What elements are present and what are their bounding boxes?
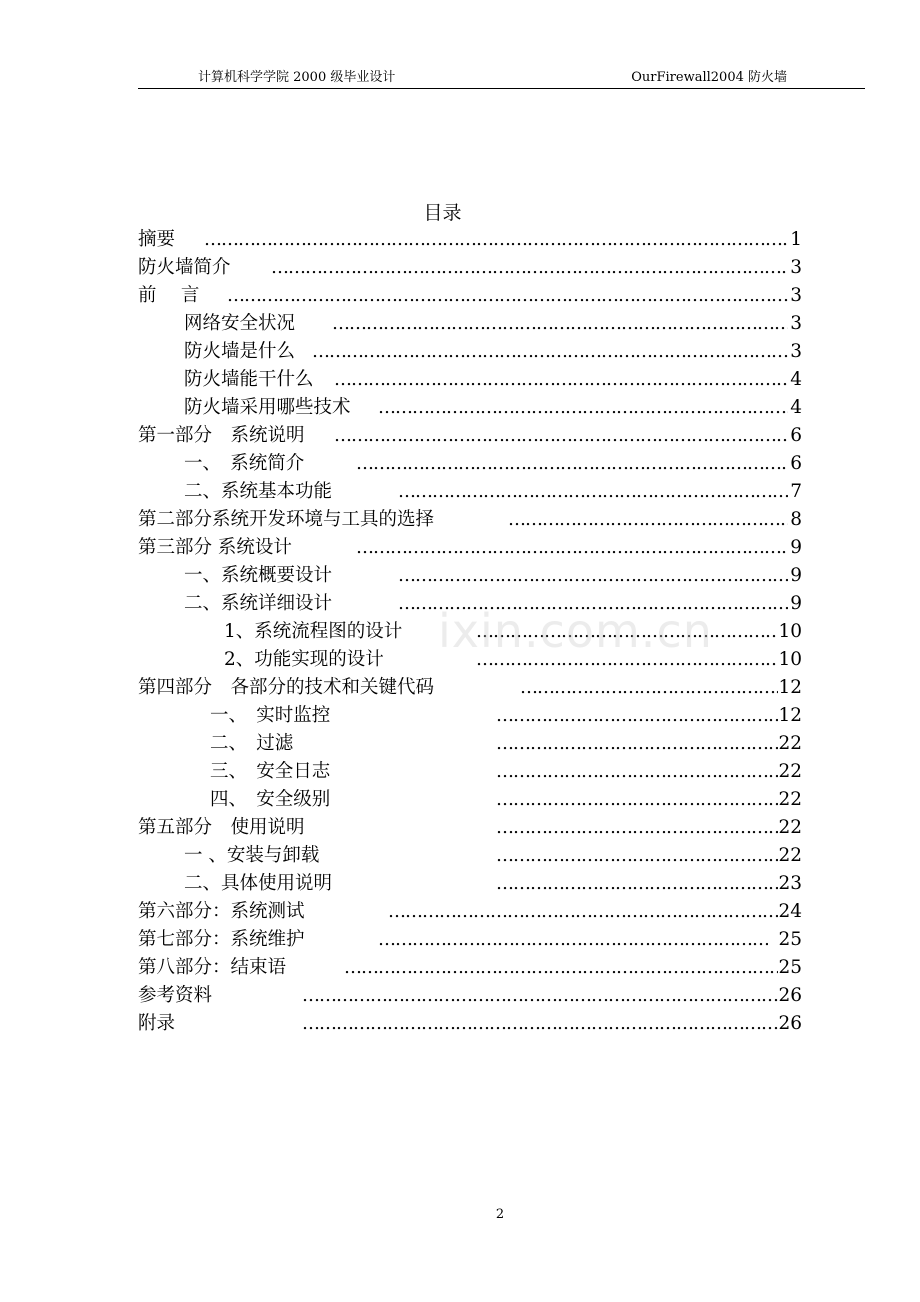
toc-entry-page: 9 [790, 565, 802, 586]
toc-entry-part-one[interactable] [138, 422, 802, 450]
toc-entry-realtime-monitoring[interactable] [138, 702, 802, 730]
toc-entry-label: 三、 安全日志 [210, 761, 331, 782]
toc-leader-dots [398, 478, 788, 506]
toc-entry-part-four[interactable] [138, 674, 802, 702]
toc-entry-system-summary[interactable] [138, 450, 802, 478]
toc-leader-dots [496, 758, 778, 786]
toc-entry-overview-design[interactable] [138, 562, 802, 590]
toc-entry-page: 22 [778, 845, 802, 866]
toc-leader-dots [398, 562, 788, 590]
toc-entry-page: 3 [790, 313, 802, 334]
toc-entry-label: 第二部分系统开发环境与工具的选择 [138, 509, 435, 530]
toc-entry-label: 二、系统详细设计 [184, 593, 333, 614]
toc-entry-references[interactable] [138, 982, 802, 1010]
toc-entry-part-six[interactable] [138, 898, 802, 926]
header-left-text: 计算机科学学院 2000 级毕业设计 [198, 70, 396, 85]
toc-leader-dots [312, 338, 788, 366]
toc-entry-page: 25 [778, 957, 802, 978]
toc-leader-dots [388, 898, 778, 926]
toc-entry-label: 第四部分 各部分的技术和关键代码 [138, 677, 435, 698]
toc-entry-basic-functions[interactable] [138, 478, 802, 506]
toc-entry-label: 防火墙简介 [138, 257, 231, 278]
toc-entry-page: 4 [790, 369, 802, 390]
toc-leader-dots [332, 310, 788, 338]
toc-entry-label: 四、 安全级别 [210, 789, 331, 810]
toc-entry-part-eight[interactable] [138, 954, 802, 982]
toc-entry-label: 第五部分 使用说明 [138, 817, 305, 838]
toc-entry-page: 3 [790, 257, 802, 278]
toc-entry-label: 网络安全状况 [184, 313, 296, 334]
toc-entry-page: 22 [778, 733, 802, 754]
toc-entry-part-two[interactable] [138, 506, 802, 534]
toc-entry-abstract[interactable] [138, 226, 802, 254]
toc-entry-page: 12 [778, 705, 802, 726]
toc-leader-dots [356, 450, 788, 478]
toc-entry-part-five[interactable] [138, 814, 802, 842]
toc-entry-network-security[interactable] [138, 310, 802, 338]
toc-leader-dots [227, 282, 788, 310]
header-right-text: OurFirewall2004 防火墙 [631, 70, 787, 85]
toc-entry-label: 防火墙是什么 [184, 341, 296, 362]
toc-entry-page: 12 [778, 677, 802, 698]
toc-entry-page: 22 [778, 817, 802, 838]
toc-entry-page: 4 [790, 397, 802, 418]
toc-entry-page: 7 [790, 481, 802, 502]
toc-entry-label: 二、具体使用说明 [184, 873, 333, 894]
toc-entry-security-log[interactable] [138, 758, 802, 786]
toc-entry-page: 3 [790, 285, 802, 306]
toc-leader-dots [496, 870, 778, 898]
toc-entry-label: 第六部分：系统测试 [138, 901, 305, 922]
toc-leader-dots [302, 1010, 778, 1038]
toc-leader-dots [204, 226, 788, 254]
toc-entry-page: 24 [778, 901, 802, 922]
page-header [138, 62, 865, 89]
toc-entry-label: 一、 实时监控 [210, 705, 331, 726]
toc-leader-dots [496, 814, 778, 842]
toc-entry-label: 一、系统概要设计 [184, 565, 333, 586]
toc-leader-dots [344, 954, 778, 982]
toc-leader-dots [302, 982, 778, 1010]
toc-entry-install-uninstall[interactable] [138, 842, 802, 870]
toc-entry-page: 9 [790, 537, 802, 558]
toc-leader-dots [334, 422, 788, 450]
toc-entry-page: 10 [778, 621, 802, 642]
toc-entry-label: 1、系统流程图的设计 [224, 621, 403, 642]
toc-entry-firewall-technologies[interactable] [138, 394, 802, 422]
toc-entry-label: 一、 系统简介 [184, 453, 305, 474]
toc-entry-firewall-capabilities[interactable] [138, 366, 802, 394]
toc-entry-preface[interactable] [138, 282, 802, 310]
toc-entry-page: 9 [790, 593, 802, 614]
toc-entry-page: 8 [790, 509, 802, 530]
toc-entry-appendix[interactable] [138, 1010, 802, 1038]
toc-entry-page: 22 [778, 789, 802, 810]
toc-leader-dots [496, 786, 778, 814]
toc-entry-label: 一 、安装与卸载 [184, 845, 320, 866]
toc-entry-page: 23 [778, 873, 802, 894]
toc-leader-dots [356, 534, 788, 562]
toc-entry-label: 第三部分 系统设计 [138, 537, 292, 558]
toc-entry-page: 25 [778, 929, 802, 950]
toc-entry-part-seven[interactable] [138, 926, 802, 954]
toc-leader-dots [520, 674, 778, 702]
toc-entry-label: 第七部分：系统维护 [138, 929, 305, 950]
toc-entry-usage-details[interactable] [138, 870, 802, 898]
toc-entry-label: 摘要 [138, 229, 176, 250]
toc-entry-label: 附录 [138, 1013, 176, 1034]
toc-entry-security-level[interactable] [138, 786, 802, 814]
watermark: ixin.com.cn [438, 604, 713, 658]
toc-leader-dots [496, 730, 778, 758]
toc-entry-page: 6 [790, 453, 802, 474]
toc-entry-label: 防火墙能干什么 [184, 369, 314, 390]
toc-entry-label: 2、功能实现的设计 [224, 649, 384, 670]
toc-leader-dots [508, 506, 788, 534]
page-number: 2 [495, 1207, 505, 1222]
toc-leader-dots [496, 702, 778, 730]
toc-entry-label: 第一部分 系统说明 [138, 425, 305, 446]
toc-entry-firewall-intro[interactable] [138, 254, 802, 282]
toc-entry-label: 第八部分：结束语 [138, 957, 287, 978]
toc-entry-page: 26 [778, 985, 802, 1006]
toc-leader-dots [378, 926, 768, 954]
toc-leader-dots [271, 254, 788, 282]
toc-entry-page: 1 [790, 229, 802, 250]
toc-entry-label: 二、 过滤 [210, 733, 294, 754]
toc-entry-what-is-firewall[interactable] [138, 338, 802, 366]
toc-leader-dots [496, 842, 778, 870]
toc-entry-label: 参考资料 [138, 985, 213, 1006]
toc-entry-page: 6 [790, 425, 802, 446]
toc-title: 目录 [423, 202, 462, 224]
toc-entry-page: 26 [778, 1013, 802, 1034]
toc-entry-page: 3 [790, 341, 802, 362]
toc-entry-label: 二、系统基本功能 [184, 481, 333, 502]
toc-leader-dots [334, 366, 788, 394]
toc-entry-label: 前 言 [138, 285, 200, 306]
toc-entry-page: 10 [778, 649, 802, 670]
toc-entry-part-three[interactable] [138, 534, 802, 562]
toc-entry-label: 防火墙采用哪些技术 [184, 397, 351, 418]
toc-entry-filtering[interactable] [138, 730, 802, 758]
toc-entry-page: 22 [778, 761, 802, 782]
toc-leader-dots [378, 394, 788, 422]
